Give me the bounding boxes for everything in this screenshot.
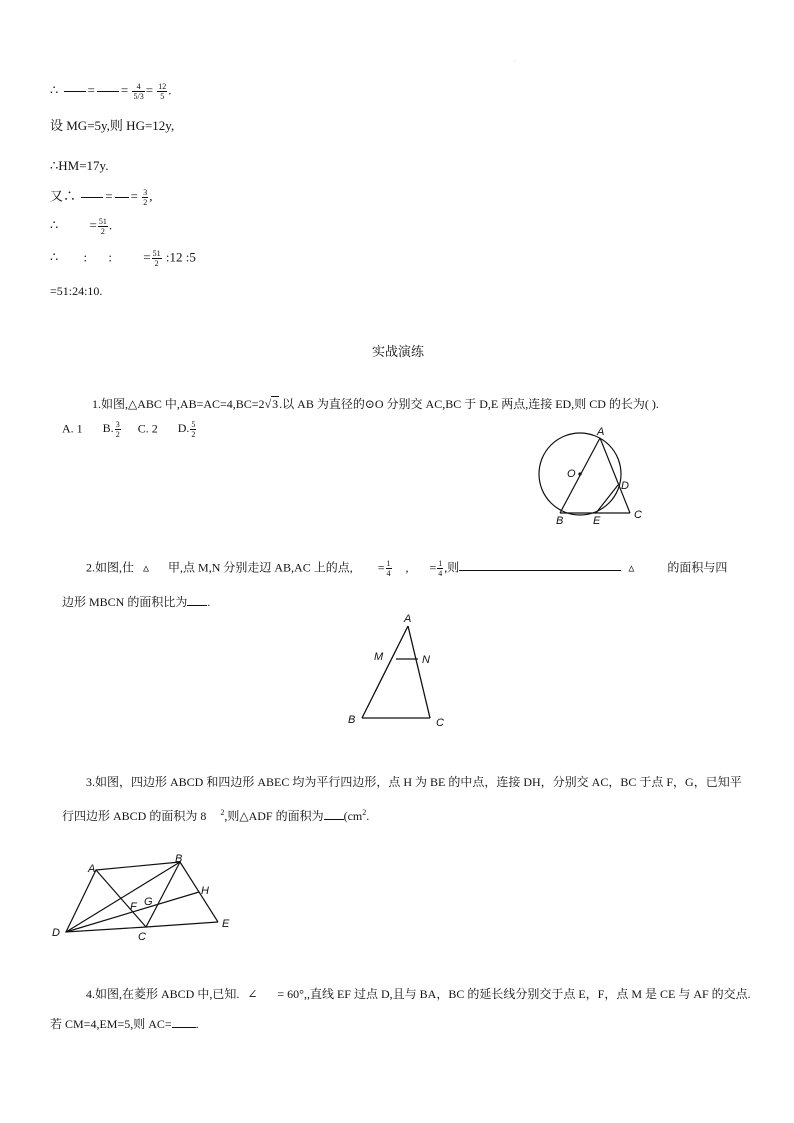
ratio-dash — [64, 91, 86, 92]
sqrt-symbol: √3 — [264, 397, 279, 411]
top-mark: · — [514, 59, 516, 65]
label-d: D — [52, 927, 60, 939]
label-b: B — [556, 515, 564, 527]
label-o: O — [567, 468, 576, 480]
label-n: N — [422, 654, 430, 666]
fraction: $\frac{3}{2}$ — [143, 188, 148, 207]
solution-line-7: =51:24:10. — [50, 284, 103, 298]
solution-line-6: ∴ : : = $\frac{51}{2}$ :12 :5 — [50, 249, 196, 268]
q1-option-c[interactable]: C. 2 — [137, 421, 158, 436]
q2-figure — [342, 608, 454, 730]
q1-text: 1.如图,△ABC 中,AB=AC=4,BC=2√3.以 AB 为直径的⊙O 分别交 AC,BC 于 D,E 两点,连接 ED,则 CD 的长为( ). — [92, 397, 659, 411]
label-c: C — [634, 509, 642, 521]
q1-option-a[interactable]: A. 1 — [62, 421, 83, 436]
label-a: A — [88, 863, 96, 875]
therefore-symbol: ∴ — [50, 82, 59, 98]
fraction: $\frac{4}{5/3}$ — [133, 82, 144, 101]
answer-blank[interactable] — [187, 594, 207, 606]
q3-text-line-2: 行四边形 ABCD 的面积为 8 $^2$,则△ADF 的面积为 ($cm^2$. — [62, 808, 370, 823]
label-b: B — [175, 853, 183, 865]
fraction: $\frac{1}{4}$ — [386, 559, 391, 578]
label-c: C — [436, 717, 444, 729]
label-f: F — [130, 901, 137, 913]
q1-option-d[interactable]: D. $\frac{5}{2}$ — [177, 420, 196, 439]
solution-line-2: 设 MG=5y,则 HG=12y, — [50, 118, 175, 133]
label-c: C — [138, 931, 146, 943]
label-m: M — [374, 651, 384, 663]
ratio-dash — [81, 197, 103, 198]
solution-line-3: ∴HM=17y. — [50, 158, 109, 173]
label-a: A — [597, 426, 605, 438]
answer-blank[interactable] — [459, 559, 621, 571]
solution-line-4: 又∴ = = $\frac{3}{2}$ , — [50, 188, 153, 207]
label-h: H — [201, 885, 209, 897]
q2-text-line-2: 边形 MBCN 的面积比为 . — [62, 595, 211, 609]
section-title: 实战演练 — [372, 344, 425, 359]
q1-options — [62, 420, 197, 439]
label-e: E — [593, 515, 601, 527]
label-b: B — [348, 714, 356, 726]
label-d: D — [621, 480, 629, 492]
ratio-dash — [115, 197, 129, 198]
label-g: G — [144, 896, 153, 908]
solution-line-5: ∴ = $\frac{51}{2}$ . — [50, 217, 113, 236]
q1-option-b[interactable]: B. $\frac{3}{2}$ — [102, 420, 120, 439]
q3-text-line-1: 3.如图，四边形 ABCD 和四边形 ABEC 均为平行四边形，点 H 为 BE 的中点，连接 DH，分别交 AC，BC 于点 F，G，已知平 — [86, 775, 742, 789]
q1-figure — [530, 425, 650, 530]
label-a: A — [404, 613, 412, 625]
q4-text-line-2: 若 CM=4,EM=5,则 AC= . — [50, 1017, 199, 1031]
fraction: $\frac{12}{5}$ — [158, 82, 167, 101]
ratio-dash — [97, 91, 119, 92]
answer-blank[interactable] — [172, 1016, 196, 1028]
q4-text-line-1: 4.如图,在菱形 ABCD 中,已知. ∠ = 60°,,直线 EF 过点 D,且与 BA，BC 的延长线分别交于点 E，F，点 M 是 CE 与 AF 的交点. — [86, 987, 751, 1001]
fraction: $\frac{1}{4}$ — [438, 559, 443, 578]
fraction: $\frac{51}{2}$ — [152, 249, 161, 268]
solution-line-1: ∴ = = $\frac{4}{5/3}$ = $\frac{12}{5}$ . — [50, 82, 172, 101]
q3-figure — [40, 850, 240, 946]
fraction: $\frac{51}{2}$ — [98, 217, 107, 236]
answer-blank[interactable] — [324, 808, 344, 820]
q2-text: 2.如图,仕 ▵ 甲,点 M,N 分别走辺 AB,AC 上的点, = $\frac{1}{4}$ , = $\frac{1}{4}$ ,则 ▵ 的面积与四 — [86, 559, 728, 578]
label-e: E — [222, 918, 230, 930]
